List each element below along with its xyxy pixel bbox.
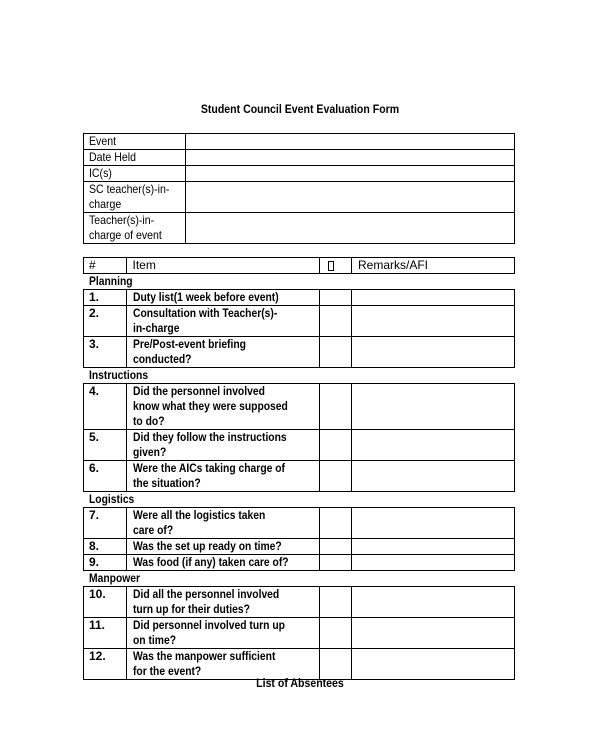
info-row <box>84 213 515 244</box>
table-row <box>84 649 515 680</box>
section-title <box>84 368 515 384</box>
info-row <box>84 150 515 166</box>
remarks-cell[interactable] <box>351 649 514 680</box>
item-number: 3. <box>84 337 127 368</box>
section-header-row <box>84 571 515 587</box>
item-text-line: Did they follow the instructions <box>132 430 287 444</box>
item-number: 10. <box>84 587 127 618</box>
item-text-line: care of? <box>132 523 173 537</box>
table-header-row <box>84 258 515 274</box>
section-title-text: Logistics <box>88 492 134 506</box>
info-row <box>84 166 515 182</box>
remarks-cell[interactable] <box>351 306 514 337</box>
remarks-cell[interactable] <box>351 555 514 571</box>
item-text-line: Did the personnel involved <box>132 384 265 398</box>
check-cell[interactable] <box>320 587 352 618</box>
info-label-line: Teacher(s)-in- <box>89 213 155 227</box>
remarks-cell[interactable] <box>351 618 514 649</box>
check-cell[interactable] <box>320 337 352 368</box>
item-text-line: Did personnel involved turn up <box>132 618 285 632</box>
item-text-line: Duty list(1 week before event) <box>132 290 279 304</box>
item-text <box>126 306 320 337</box>
check-cell[interactable] <box>320 539 352 555</box>
header-item: Item <box>126 258 320 274</box>
check-cell[interactable] <box>320 290 352 306</box>
remarks-cell[interactable] <box>351 384 514 430</box>
info-label <box>84 166 186 182</box>
item-text-line: in-charge <box>132 321 179 335</box>
table-row <box>84 539 515 555</box>
item-text-line: the situation? <box>132 476 201 490</box>
item-text <box>126 587 320 618</box>
item-text-line: conducted? <box>132 352 191 366</box>
item-number: 5. <box>84 430 127 461</box>
info-value-field[interactable] <box>186 166 515 182</box>
section-title <box>84 492 515 508</box>
section-title-text: Instructions <box>88 368 148 382</box>
info-label-line: SC teacher(s)-in- <box>89 182 170 196</box>
item-text-line: Consultation with Teacher(s)- <box>132 306 277 320</box>
item-text <box>126 337 320 368</box>
item-number: 1. <box>84 290 127 306</box>
check-cell[interactable] <box>320 430 352 461</box>
item-text-line: for the event? <box>132 664 201 678</box>
item-text-line: Was the manpower sufficient <box>132 649 275 663</box>
table-row <box>84 430 515 461</box>
item-text-line: know what they were supposed <box>132 399 288 413</box>
item-text <box>126 649 320 680</box>
info-value-field[interactable] <box>186 150 515 166</box>
info-label-line: Date Held <box>89 150 136 164</box>
check-cell[interactable] <box>320 649 352 680</box>
item-text <box>126 461 320 492</box>
item-text <box>126 384 320 430</box>
info-label <box>84 134 186 150</box>
info-row <box>84 182 515 213</box>
table-row <box>84 508 515 539</box>
info-value-field[interactable] <box>186 134 515 150</box>
item-text-line: Did all the personnel involved <box>132 587 279 601</box>
item-text-line: to do? <box>132 414 165 428</box>
info-value-field[interactable] <box>186 213 515 244</box>
table-row <box>84 337 515 368</box>
info-label-line: charge <box>89 197 122 211</box>
table-row <box>84 461 515 492</box>
info-label-line: Event <box>89 134 117 148</box>
item-number: 4. <box>84 384 127 430</box>
item-text-line: Was food (if any) taken care of? <box>132 555 289 569</box>
info-label <box>84 213 186 244</box>
item-number: 11. <box>84 618 127 649</box>
table-row <box>84 555 515 571</box>
remarks-cell[interactable] <box>351 539 514 555</box>
item-number: 8. <box>84 539 127 555</box>
header-remarks: Remarks/AFI <box>351 258 514 274</box>
item-number: 7. <box>84 508 127 539</box>
info-label-line: IC(s) <box>89 166 112 180</box>
table-row <box>84 587 515 618</box>
item-text-line: Were the AICs taking charge of <box>132 461 285 475</box>
item-text <box>126 290 320 306</box>
info-value-field[interactable] <box>186 182 515 213</box>
checkbox-icon <box>328 261 334 271</box>
check-cell[interactable] <box>320 306 352 337</box>
info-label <box>84 150 186 166</box>
check-cell[interactable] <box>320 384 352 430</box>
check-cell[interactable] <box>320 555 352 571</box>
item-text <box>126 539 320 555</box>
check-cell[interactable] <box>320 461 352 492</box>
item-text-line: Was the set up ready on time? <box>132 539 282 553</box>
section-title-text: Manpower <box>88 571 140 585</box>
item-number: 9. <box>84 555 127 571</box>
table-row <box>84 618 515 649</box>
table-row <box>84 306 515 337</box>
item-text-line: Were all the logistics taken <box>132 508 265 522</box>
event-info-table <box>83 133 515 244</box>
info-label-line: charge of event <box>89 228 162 242</box>
remarks-cell[interactable] <box>351 430 514 461</box>
item-number: 6. <box>84 461 127 492</box>
form-title: Student Council Event Evaluation Form <box>200 102 400 116</box>
check-cell[interactable] <box>320 618 352 649</box>
table-row <box>84 290 515 306</box>
item-text-line: on time? <box>132 633 176 647</box>
item-number: 2. <box>84 306 127 337</box>
remarks-cell[interactable] <box>351 461 514 492</box>
section-title <box>84 571 515 587</box>
evaluation-table <box>83 257 515 680</box>
header-number: # <box>84 258 127 274</box>
remarks-cell[interactable] <box>351 290 514 306</box>
item-number: 12. <box>84 649 127 680</box>
item-text-line: Pre/Post-event briefing <box>132 337 246 351</box>
remarks-cell[interactable] <box>351 587 514 618</box>
info-label <box>84 182 186 213</box>
check-cell[interactable] <box>320 508 352 539</box>
section-title <box>84 274 515 290</box>
item-text-line: given? <box>132 445 166 459</box>
header-check <box>320 258 352 274</box>
remarks-cell[interactable] <box>351 508 514 539</box>
section-title-text: Planning <box>88 274 133 288</box>
item-text-line: turn up for their duties? <box>132 602 250 616</box>
item-text <box>126 555 320 571</box>
info-row <box>84 134 515 150</box>
section-header-row <box>84 492 515 508</box>
table-row <box>84 384 515 430</box>
remarks-cell[interactable] <box>351 337 514 368</box>
section-header-row <box>84 368 515 384</box>
absentees-title: List of Absentees <box>256 676 344 690</box>
item-text <box>126 508 320 539</box>
section-header-row <box>84 274 515 290</box>
item-text <box>126 618 320 649</box>
item-text <box>126 430 320 461</box>
